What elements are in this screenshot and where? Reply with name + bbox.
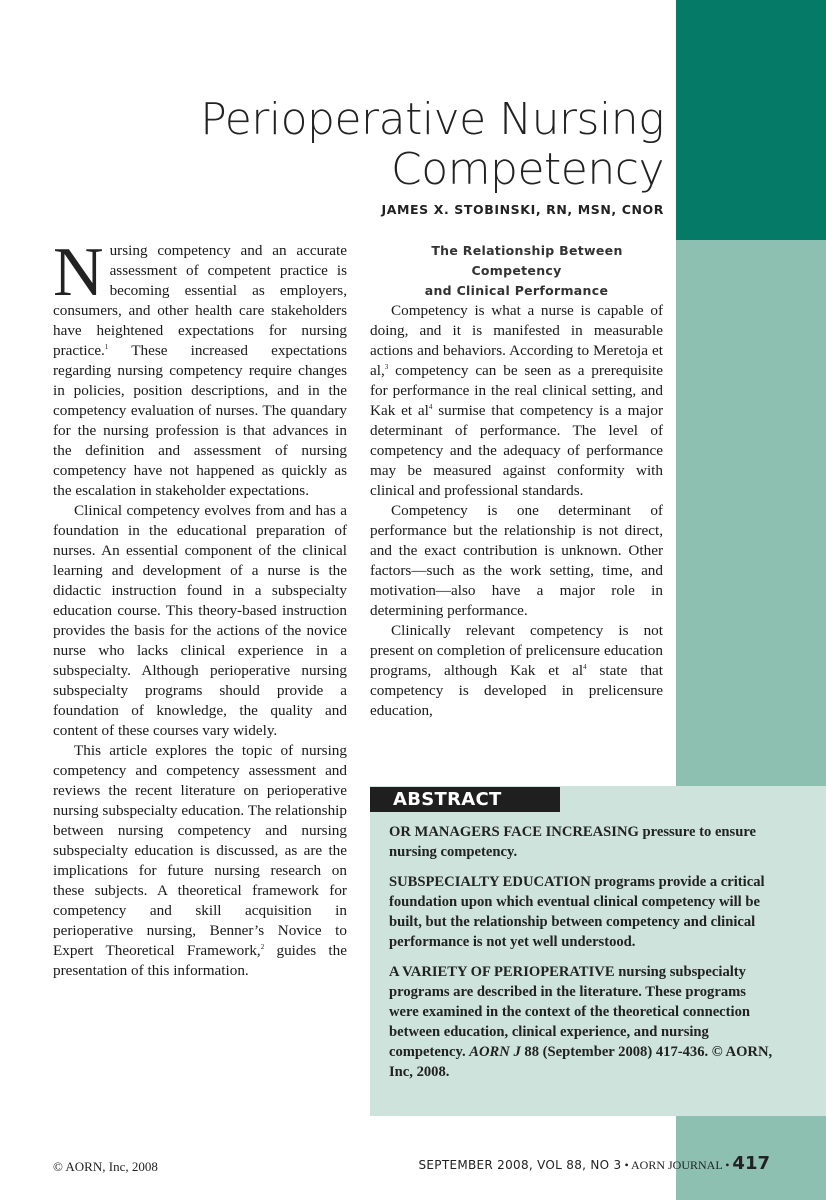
- section-heading: [370, 241, 663, 301]
- footer-journal: AORN JOURNAL: [630, 1158, 723, 1172]
- drop-cap: N: [53, 234, 104, 311]
- scope-text-a: This article explores the topic of nursing competency and competency assessment and reviews the recent literature on perioperative nursing subspecialty education. The relationship between nursing competency and nursing subspecialty education is discussed, as are the implications for future nursing research on these subjects. A theoretical framework for competency and skill acquisition in perioperative nursing, Benner’s Novice to Expert Theoretical Framework,: [53, 742, 347, 959]
- header-color-band: [676, 0, 826, 240]
- prelicensure-text-b: state that competency is developed in prelicensure education,: [370, 662, 664, 719]
- footer-bullet: •: [621, 1158, 631, 1172]
- prelicensure-text-a: Clinically relevant competency is not present on completion of prelicensure education programs, although Kak et al: [370, 622, 663, 679]
- abstract-paragraph-1: OR MANAGERS FACE INCREASING pressure to ensure nursing competency.: [389, 824, 757, 860]
- heading-line-2: and Clinical Performance: [424, 283, 609, 298]
- definition-text-b: competency can be seen as a prerequisite for performance in the real clinical setting, and Kak et al: [370, 362, 663, 419]
- abstract-text: [389, 822, 774, 1092]
- paragraph-prelicensure: [370, 621, 663, 721]
- article-title: [200, 95, 664, 195]
- definition-text-a: Competency is what a nurse is capable of doing, and it is manifested in measurable actions and behaviors. According to Meretoja et al,: [370, 302, 663, 379]
- reference-1: 1: [104, 342, 109, 351]
- intro-text-b: These increased expectations regarding nursing competency require changes in policies, position descriptions, and in the competency evaluation of nurses. The quandary for the nursing profession is that advances in the definition and assessment of nursing competency have not happened as quickly as the escalation in stakeholder expectations.: [53, 342, 347, 499]
- title-line-1: Perioperative Nursing: [200, 94, 664, 145]
- journal-abbrev: AORN J: [469, 1044, 521, 1060]
- abstract-paragraph-3: [389, 962, 774, 1082]
- footer-bullet-2: •: [722, 1158, 733, 1172]
- paragraph-determinant: Competency is one determinant of performance but the relationship is not direct, and the exact contribution is unknown. Other factors—such as the work setting, time, and motivation—also have a major role in determining performance.: [370, 502, 663, 619]
- abstract-citation: 88 (September 2008) 417-436. © AORN, Inc, 2008.: [389, 1044, 773, 1080]
- intro-text-a: ursing competency and an accurate assessment of competent practice is becoming essential as employers, consumers, and other health care stakeholders have heightened expectations for nursing practice.: [53, 242, 347, 359]
- paragraph-clinical-competency: Clinical competency evolves from and has a foundation in the educational preparation of nurses. An essential component of the clinical learning and development of a nurse is the didactic instruction found in a subspecialty education course. This theory-based instruction provides the basis for the actions of the novice nurse who lacks clinical experience in a subspecialty. Although perioperative nursing subspecialty programs should provide a foundation of knowledge, the quality and content of these courses vary widely.: [53, 502, 347, 739]
- footer-issue: SEPTEMBER 2008, VOL 88, NO 3: [418, 1158, 622, 1172]
- footer-citation: [418, 1153, 770, 1174]
- reference-4: 4: [428, 402, 433, 411]
- title-line-2: Competency: [391, 144, 664, 195]
- right-column: [370, 241, 663, 721]
- reference-2: 2: [260, 942, 265, 951]
- author-byline: JAMES X. STOBINSKI, RN, MSN, CNOR: [381, 202, 664, 217]
- abstract-text-a: A VARIETY OF PERIOPERATIVE nursing subspecialty programs are described in the literature. These programs were examined in the context of the theoretical connection between education, clinical experience, and nursing competency.: [389, 964, 750, 1060]
- footer-copyright: © AORN, Inc, 2008: [53, 1159, 158, 1174]
- left-column: [53, 234, 347, 981]
- paragraph-article-scope: [53, 741, 347, 981]
- scope-text-b: guides the presentation of this information.: [53, 942, 347, 979]
- heading-line-1: The Relationship Between Competency: [431, 243, 623, 278]
- abstract-paragraph-2: SUBSPECIALTY EDUCATION programs provide a critical foundation upon which eventual clinical competency will be built, but the relationship between competency and clinical performance is not yet well understood.: [389, 874, 765, 950]
- intro-paragraph: [53, 234, 347, 501]
- reference-3: 3: [384, 362, 389, 371]
- page-number: 417: [732, 1153, 770, 1174]
- abstract-label: ABSTRACT: [370, 787, 560, 812]
- paragraph-competency-definition: [370, 301, 663, 501]
- definition-text-c: surmise that competency is a major determinant of performance. The level of competency and the adequacy of performance may be measured against conformity with clinical and professional standards.: [370, 402, 663, 499]
- reference-4b: 4: [583, 662, 587, 671]
